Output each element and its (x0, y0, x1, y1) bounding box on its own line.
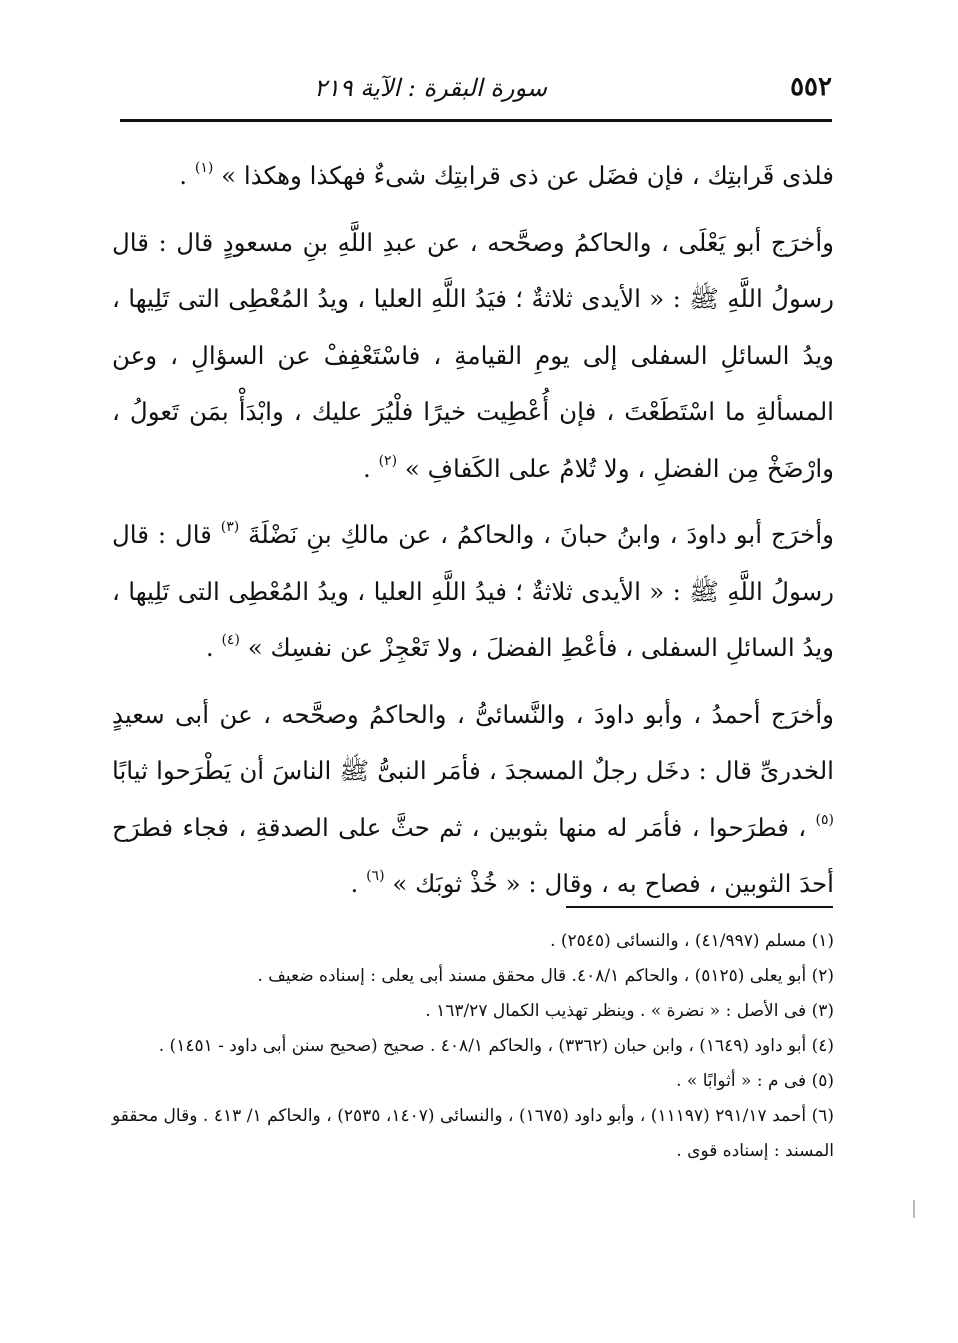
paragraph-text: وأخرَج أبو داودَ ، وابنُ حبانَ ، والحاكمُ ، عن مالكِ بنِ نَضْلَةَ (248, 520, 834, 549)
footnote: (٢) أبو يعلى (٥١٢٥) ، والحاكم ٤٠٨/١. قال محقق مسند أبى يعلى : إسناده ضعيف . (257, 966, 834, 986)
paragraph (112, 687, 834, 913)
paragraph-text: وأخرَج أحمدُ ، وأبو داودَ ، والنَّسائىُّ ، والحاكمُ وصحَّحه ، عن أبى سعيدٍ الخدرىِّ قال : دخَل رجلٌ المسجدَ ، فأمَر النبىُّ ﷺ الناسَ أن يَطْرَحوا ثيابًا (112, 699, 834, 785)
header-rule (120, 119, 832, 122)
paragraph-end: . (179, 161, 188, 190)
paragraph (112, 215, 834, 498)
footnote: (٣) فى الأصل : « نضرة » . وينظر تهذيب الكمال ١٦٣/٢٧ . (425, 1001, 834, 1021)
footnote-reference: (٢) (378, 452, 398, 469)
paragraph (112, 507, 834, 677)
page-number: ٥٥٢ (790, 72, 832, 102)
footnote-reference: (٦) (366, 868, 385, 884)
paragraph-text: فلذى قَرابتِك ، فإن فضَل عن ذى قرابتِك شىءٌ فهكذا وهكذا » (221, 161, 834, 190)
main-text (112, 148, 834, 923)
footnote-separator (566, 906, 833, 908)
footnote-reference: (٣) (220, 519, 240, 535)
paragraph-end: . (362, 453, 371, 483)
footnote-reference: (١) (194, 160, 214, 176)
footnote: (٥) فى م : « أثوابًا » . (676, 1071, 834, 1091)
scan-mark (913, 1200, 915, 1218)
paragraph-text: ، فطرَحوا ، فأمَر له منها بثوبين ، ثم حثَّ على الصدقةِ ، فجاء فطرَح أحدَ الثوبين ، فصاح به ، وقال : « خُذْ ثوبَك » (112, 812, 834, 898)
footnote: (٦) أحمد ٢٩١/١٧ (١١١٩٧) ، وأبو داود (١٦٧٥) ، والنسائى (١٤٠٧، ٢٥٣٥) ، والحاكم ١/ ٤١٣ . وقال محققو المسند : إسناده قوى . (112, 1106, 835, 1161)
footnotes (112, 924, 834, 1169)
page-header (120, 68, 832, 110)
paragraph-end: . (205, 633, 214, 662)
paragraph-text: قال : قال رسولُ اللَّهِ ﷺ : « الأيدى ثلاثةٌ ؛ فيدُ اللَّهِ العليا ، ويدُ المُعْطِى التى تَلِيها ، ويدُ السائلِ السفلى ، فأعْطِ الفضلَ ، ولا تَعْجِزْ عن نفسِك » (112, 520, 834, 662)
paragraph-text: وأخرَج أبو يَعْلَى ، والحاكمُ وصحَّحه ، عن عبدِ اللَّهِ بنِ مسعودٍ قال : قال رسولُ اللَّهِ ﷺ : « الأيدى ثلاثةٌ ؛ فيَدُ اللَّهِ العليا ، ويدُ المُعْطِى التى تَلِيها ، ويدُ السائلِ السفلى إلى يومِ القيامةِ ، فاسْتَعْفِفْ عن السؤالِ ، وعن المسألةِ ما اسْتَطَعْتَ ، فإن أُعْطِيت خيرًا فلْيُرَ عليك ، وابْدَأْ بمَن تَعولُ ، وارْضَخْ مِن الفضلِ ، ولا تُلامُ على الكَفافِ » (112, 227, 834, 483)
paragraph (112, 148, 834, 205)
paragraph-end: . (350, 869, 359, 898)
footnote-reference: (٤) (221, 632, 240, 648)
footnote-reference: (٥) (815, 811, 835, 828)
running-title: سورة البقرة : الآية ٢١٩ (313, 74, 547, 102)
footnote: (١) مسلم (٤١/٩٩٧) ، والنسائى (٢٥٤٥) . (550, 931, 834, 951)
footnote: (٤) أبو داود (١٦٤٩) ، وابن حبان (٣٣٦٢) ، والحاكم ٤٠٨/١ . صحيح (صحيح سنن أبى داود - ١٤٥١) . (158, 1036, 834, 1056)
